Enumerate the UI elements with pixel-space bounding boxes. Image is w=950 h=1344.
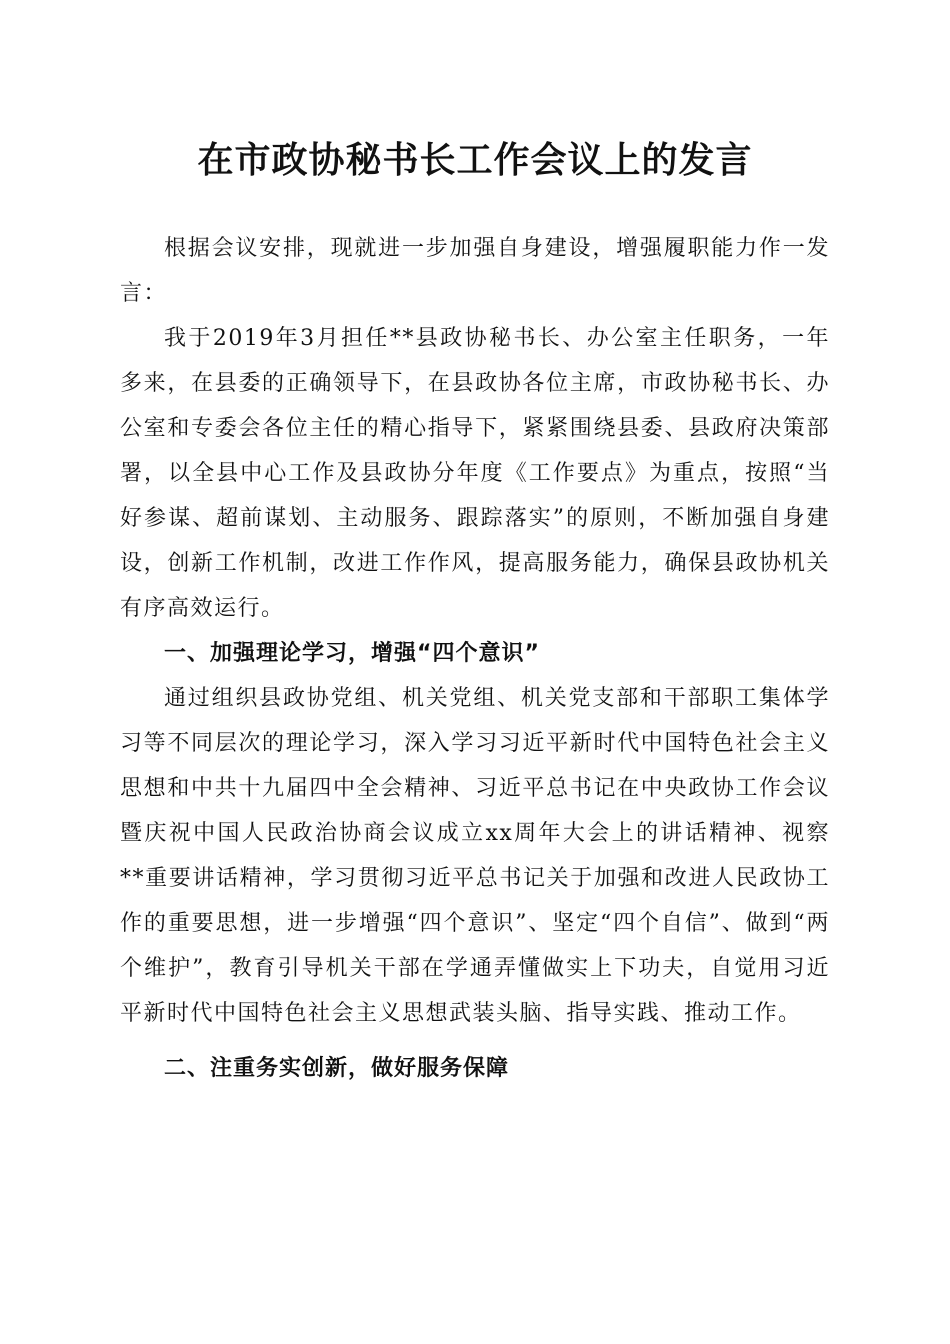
section-heading-2: 二、注重务实创新，做好服务保障 [164,1056,510,1081]
intro-paragraph: 根据会议安排，现就进一步加强自身建设，增强履职能力作一发言： [120,236,830,306]
document-title: 在市政协秘书长工作会议上的发言 [197,139,753,181]
section-heading-1: 一、加强理论学习，增强“四个意识” [164,641,540,666]
background-paragraph: 我于2019年3月担任**县政协秘书长、办公室主任职务，一年多来，在县委的正确领导下，在县政协各位主席，市政协秘书长、办公室和专委会各位主任的精心指导下，紧紧围绕县委、县政府决策部署，以全县中心工作及县政协分年度《工作要点》为重点，按照“当好参谋、超前谋划、主动服务、跟踪落实”的原则，不断加强自身建设，创新工作机制，改进工作作风，提高服务能力，确保县政协机关有序高效运行。 [120,326,830,621]
document-body [120,226,830,1091]
section-1-paragraph: 通过组织县政协党组、机关党组、机关党支部和干部职工集体学习等不同层次的理论学习，深入学习习近平新时代中国特色社会主义思想和中共十九届四中全会精神、习近平总书记在中央政协工作会议暨庆祝中国人民政治协商会议成立xx周年大会上的讲话精神、视察**重要讲话精神，学习贯彻习近平总书记关于加强和改进人民政协工作的重要思想，进一步增强“四个意识”、坚定“四个自信”、做到“两个维护”，教育引导机关干部在学通弄懂做实上下功夫，自觉用习近平新时代中国特色社会主义思想武装头脑、指导实践、推动工作。 [120,686,830,1026]
